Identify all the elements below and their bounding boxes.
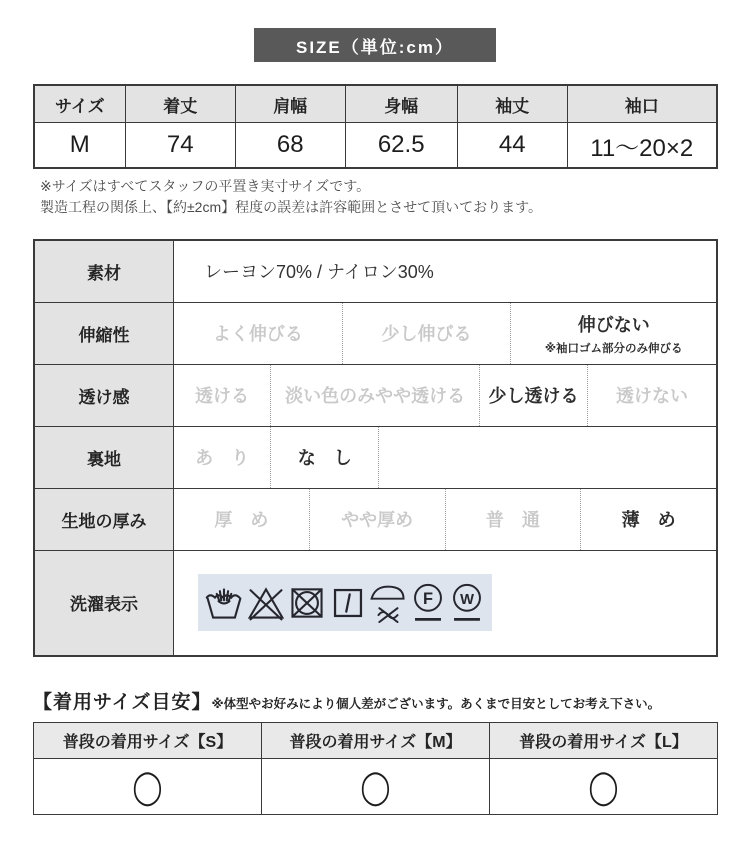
fit-mark-circle-l: ◯ [588,767,619,805]
stretch-option-none-note: ※袖口ゴム部分のみ伸びる [544,342,683,355]
svg-text:W: W [460,591,475,608]
wet-clean-W-gentle-icon [448,578,486,628]
fit-table-header-row [34,723,717,759]
size-col-header-size: サイズ [35,86,126,122]
spec-row-stretch [35,303,716,365]
product-spec-table [33,239,718,657]
spec-row-material [35,241,716,303]
fit-col-header-s: 普段の着用サイズ【S】 [34,723,262,758]
size-table-value-row [35,123,716,167]
fit-mark-circle-m: ◯ [360,767,391,805]
do-not-tumble-dry-icon [287,583,327,623]
size-value-size: M [35,123,126,167]
fit-table-marks-row [34,759,717,814]
fit-guide-table [33,722,718,815]
thickness-option-thin: 薄 め [580,489,716,550]
dry-clean-F-gentle-icon [409,578,447,628]
care-label: 洗濯表示 [35,551,174,655]
spec-row-care [35,551,716,655]
size-col-header-cuff: 袖口 [624,96,659,116]
fit-col-header-m: 普段の着用サイズ【M】 [262,723,490,758]
stretch-option-none [510,303,716,364]
svg-text:F: F [422,589,433,608]
lining-option-yes: あ り [195,448,250,469]
size-disclaimer [40,176,750,219]
lining-option-no: な し [270,427,378,488]
size-value-cuff: 11〜20×2 [590,134,694,162]
do-not-bleach-icon [246,583,286,623]
material-value: レーヨン70% / ナイロン30% [204,262,434,283]
size-value-length: 74 [126,123,236,167]
iron-and-do-not-wring-icon [369,578,407,628]
thickness-option-thick: 厚 め [214,510,269,531]
size-col-header-sleeve-length: 袖丈 [458,86,568,122]
stretch-option-none-label: 伸びない [577,314,650,335]
sheerness-option-sheer: 透ける [195,386,250,407]
sheerness-option-light-colors: 淡い色のみやや透ける [270,365,479,426]
thickness-option-slightly-thick: やや厚め [309,489,445,550]
lining-empty-cell [378,427,716,488]
size-value-width: 62.5 [346,123,458,167]
size-section-header [254,28,496,62]
size-table-header-row [35,86,716,123]
stretch-option-slight: 少し伸びる [342,303,511,364]
thickness-option-normal: 普 通 [445,489,581,550]
stretch-option-high: よく伸びる [212,324,303,345]
size-disclaimer-line2: 製造工程の関係上、【約±2cm】程度の誤差は許容範囲とさせて頂いております。 [40,199,543,216]
fit-guide-note: ※体型やお好みにより個人差がございます。あくまで目安としてお考え下さい。 [211,696,661,711]
fit-mark-circle-s: ◯ [132,767,163,805]
size-value-sleeve-length: 44 [458,123,568,167]
thickness-label: 生地の厚み [35,489,174,550]
sheerness-option-opaque: 透けない [587,365,716,426]
care-symbols-photo [198,574,492,631]
fit-mark-cell-l [490,759,717,814]
hand-wash-icon [204,583,244,623]
spec-row-thickness [35,489,716,551]
fit-mark-cell-s [34,759,262,814]
size-section-title: SIZE（単位:cm） [295,37,455,57]
lining-label: 裏地 [35,427,174,488]
stretch-label: 伸縮性 [35,303,174,364]
fit-guide-heading: 【着用サイズ目安】 [33,691,212,713]
size-disclaimer-line1: ※サイズはすべてスタッフの平置き実寸サイズです。 [40,178,371,194]
material-label: 素材 [35,241,174,302]
fit-col-header-l: 普段の着用サイズ【L】 [519,733,688,751]
drip-dry-icon [329,583,367,623]
fit-guide-heading-row [33,687,718,714]
size-col-header-length: 着丈 [126,86,236,122]
spec-row-lining [35,427,716,489]
size-col-header-width: 身幅 [346,86,458,122]
spec-row-sheerness [35,365,716,427]
sheerness-label: 透け感 [35,365,174,426]
fit-mark-cell-m [262,759,490,814]
size-measurements-table [33,84,718,169]
size-col-header-shoulder: 肩幅 [236,86,346,122]
size-value-shoulder: 68 [236,123,346,167]
sheerness-option-slightly-sheer: 少し透ける [479,365,587,426]
